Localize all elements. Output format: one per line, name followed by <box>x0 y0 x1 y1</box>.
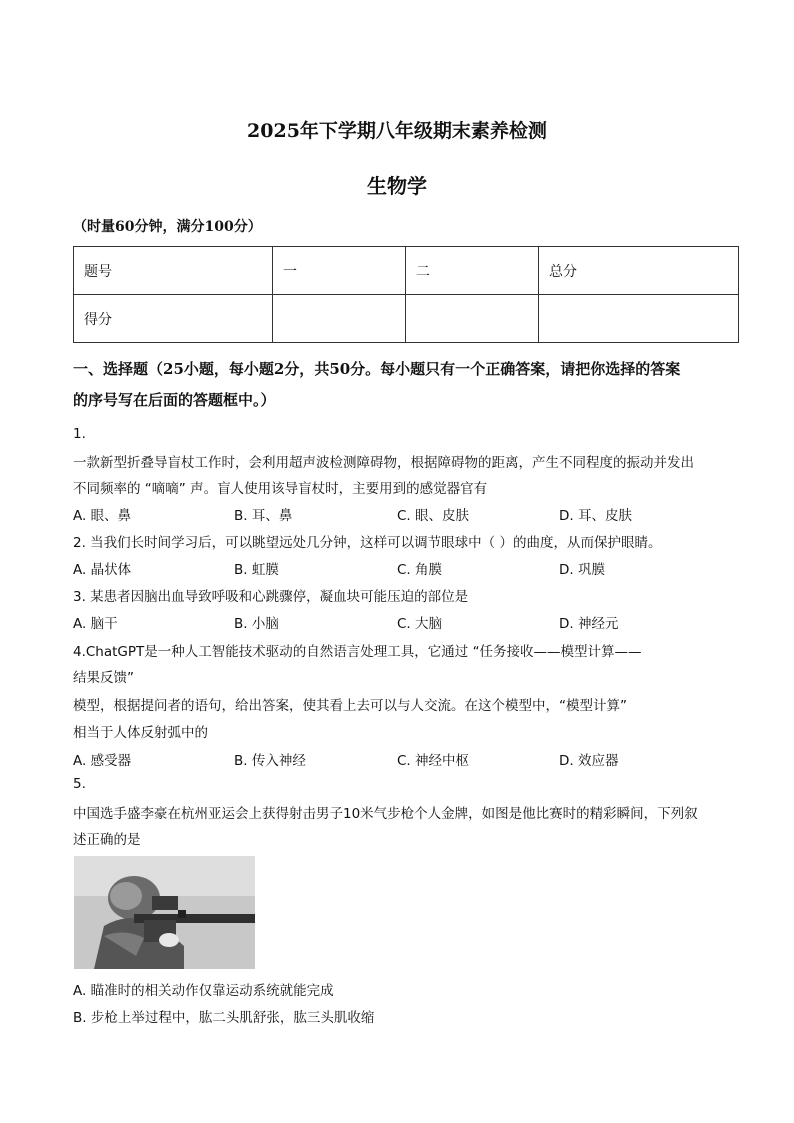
option-b: B. 虹膜 <box>234 562 279 578</box>
option-b: B. 耳、鼻 <box>234 508 293 524</box>
option-c: C. 角膜 <box>397 562 443 578</box>
question-number: 5. <box>73 776 86 792</box>
option-d: D. 神经元 <box>559 616 619 632</box>
score-row-label: 得分 <box>74 295 273 343</box>
question-text: 不同频率的 “嘀嘀” 声。盲人使用该导盲杖时，主要用到的感觉器官有 <box>73 481 488 497</box>
question-text: 中国选手盛李豪在杭州亚运会上获得射击男子10米气步枪个人金牌，如图是他比赛时的精彩瞬间，下列叙 <box>73 806 698 822</box>
score-header-cell: 一 <box>273 247 406 295</box>
question-number: 1. <box>73 426 86 442</box>
score-table <box>73 246 739 343</box>
option-a: A. 晶状体 <box>73 562 132 578</box>
score-cell[interactable] <box>273 295 406 343</box>
question-text: 模型，根据提问者的语句，给出答案，使其看上去可以与人交流。在这个模型中，“模型计算” <box>73 698 627 714</box>
section-heading-line2: 的序号写在后面的答题框中。） <box>73 391 276 409</box>
option-b: B. 小脑 <box>234 616 279 632</box>
option-a: A. 脑干 <box>73 616 118 632</box>
score-header-cell: 题号 <box>74 247 273 295</box>
option-b: B. 步枪上举过程中，肱二头肌舒张，肱三头肌收缩 <box>73 1010 375 1026</box>
question-text: 述正确的是 <box>73 832 141 848</box>
option-c: C. 眼、皮肤 <box>397 508 470 524</box>
option-c: C. 大脑 <box>397 616 443 632</box>
option-a: A. 瞄准时的相关动作仅靠运动系统就能完成 <box>73 983 334 999</box>
score-cell[interactable] <box>539 295 739 343</box>
option-a: A. 眼、鼻 <box>73 508 132 524</box>
shooter-photo <box>74 856 255 969</box>
question-text: 3. 某患者因脑出血导致呼吸和心跳骤停，凝血块可能压迫的部位是 <box>73 589 469 605</box>
score-table-header-row <box>74 247 739 295</box>
subject-title: 生物学 <box>367 174 427 198</box>
option-a: A. 感受器 <box>73 753 132 769</box>
option-d: D. 效应器 <box>559 753 619 769</box>
section-heading-line1: 一、选择题（25小题，每小题2分，共50分。每小题只有一个正确答案，请把你选择的答案 <box>73 360 681 378</box>
option-b: B. 传入神经 <box>234 753 306 769</box>
question-text: 2. 当我们长时间学习后，可以眺望远处几分钟，这样可以调节眼球中（ ）的曲度，从而保护眼睛。 <box>73 535 662 551</box>
shooter-photo-illustration <box>74 856 255 969</box>
question-text: 相当于人体反射弧中的 <box>73 725 208 741</box>
exam-timing: （时量60分钟，满分100分） <box>73 219 262 235</box>
question-text: 4.ChatGPT是一种人工智能技术驱动的自然语言处理工具，它通过 “任务接收——模型计算—— <box>73 644 642 660</box>
score-table-score-row <box>74 295 739 343</box>
exam-title: 2025年下学期八年级期末素养检测 <box>247 120 547 142</box>
question-text: 结果反馈” <box>73 670 134 686</box>
option-c: C. 神经中枢 <box>397 753 470 769</box>
option-d: D. 巩膜 <box>559 562 605 578</box>
score-cell[interactable] <box>406 295 539 343</box>
score-header-cell: 二 <box>406 247 539 295</box>
question-text: 一款新型折叠导盲杖工作时，会利用超声波检测障碍物，根据障碍物的距离，产生不同程度的振动并发出 <box>73 455 694 471</box>
option-d: D. 耳、皮肤 <box>559 508 632 524</box>
score-header-cell: 总分 <box>539 247 739 295</box>
